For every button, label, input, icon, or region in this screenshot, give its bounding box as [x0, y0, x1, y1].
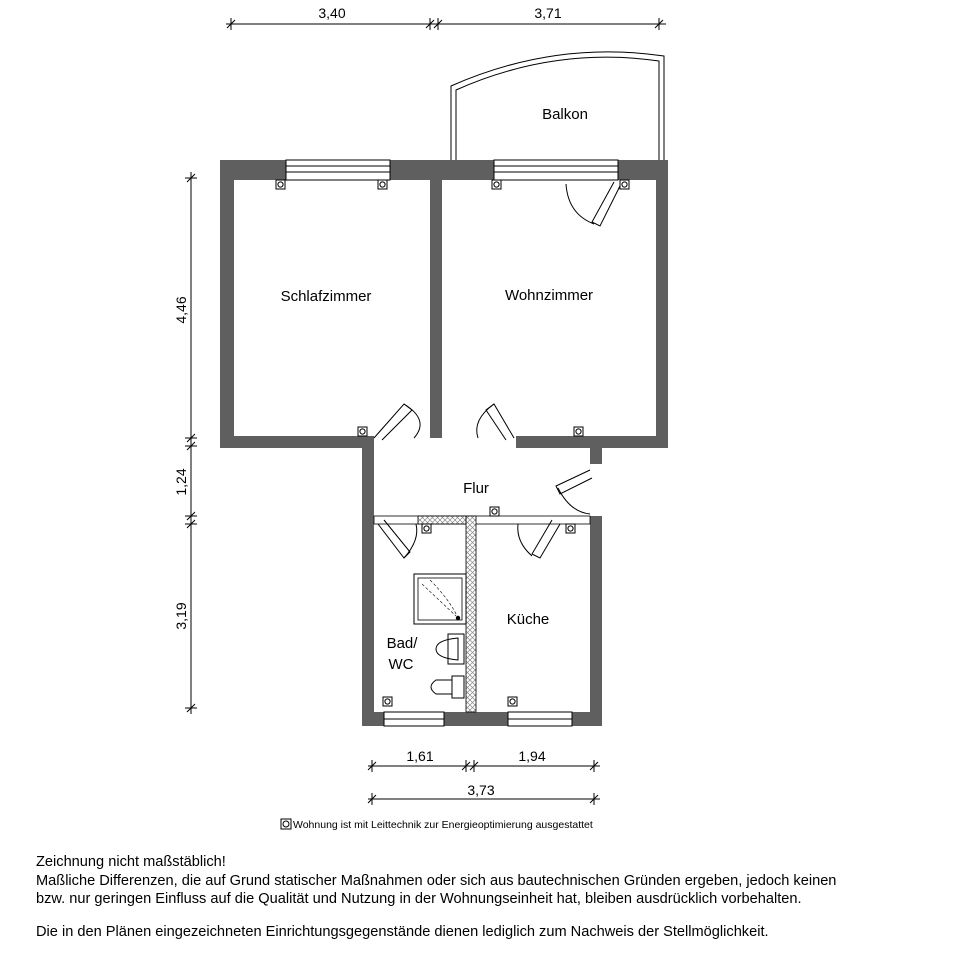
washbasin — [436, 634, 464, 664]
label-bad: Bad/ — [386, 635, 418, 652]
partitions — [374, 516, 590, 712]
note-furniture: Die in den Plänen eingezeichneten Einrichtungsgegenstände dienen lediglich zum Nachweis der Stellmöglichkeit. — [36, 923, 769, 940]
note-differences-1: Maßliche Differenzen, die auf Grund statischer Maßnahmen oder sich aus bautechnischen Gründen ergeben, jedoch keinen — [36, 872, 837, 889]
window-schlafzimmer — [286, 160, 390, 180]
window-bad — [384, 712, 444, 726]
note-differences-2: bzw. nur geringen Einfluss auf die Qualität und Nutzung in der Wohnungseinheit hat, bleiben ausdrücklich vorbehalten. — [36, 891, 802, 907]
dimension-bottom-left: 1,61 — [406, 748, 434, 764]
door-schlafzimmer — [374, 404, 420, 440]
legend-energy-icon — [281, 819, 291, 829]
disclaimer — [36, 853, 946, 941]
note-not-to-scale: Zeichnung nicht maßstäblich! — [36, 854, 226, 870]
dimension-left — [185, 172, 197, 714]
dimension-top-left: 3,40 — [318, 5, 346, 21]
label-balkon: Balkon — [542, 106, 588, 123]
legend-text: Wohnung ist mit Leittechnik zur Energieoptimierung ausgestattet — [293, 819, 593, 831]
label-schlafzimmer: Schlafzimmer — [280, 288, 372, 305]
dimension-left-upper: 4,46 — [173, 296, 189, 324]
dimension-left-middle: 1,24 — [173, 468, 189, 496]
toilet — [431, 676, 464, 698]
dimension-bottom-total: 3,73 — [467, 782, 495, 798]
window-kueche — [508, 712, 572, 726]
dimension-top — [226, 18, 666, 30]
door-balkon — [566, 182, 620, 226]
dimension-bottom-right: 1,94 — [518, 748, 546, 764]
label-wohnzimmer: Wohnzimmer — [504, 287, 594, 304]
door-wohnzimmer — [477, 404, 514, 440]
door-flur-entrance — [556, 470, 592, 514]
label-wc: WC — [388, 656, 414, 673]
door-kueche — [518, 520, 560, 558]
spacer — [36, 909, 946, 923]
label-flur: Flur — [463, 480, 489, 497]
window-wohnzimmer — [494, 160, 618, 180]
label-kueche: Küche — [506, 611, 550, 628]
door-bad — [378, 520, 417, 558]
shower-tray — [414, 574, 466, 624]
dimension-left-lower: 3,19 — [173, 602, 189, 630]
dimension-top-right: 3,71 — [534, 5, 562, 21]
